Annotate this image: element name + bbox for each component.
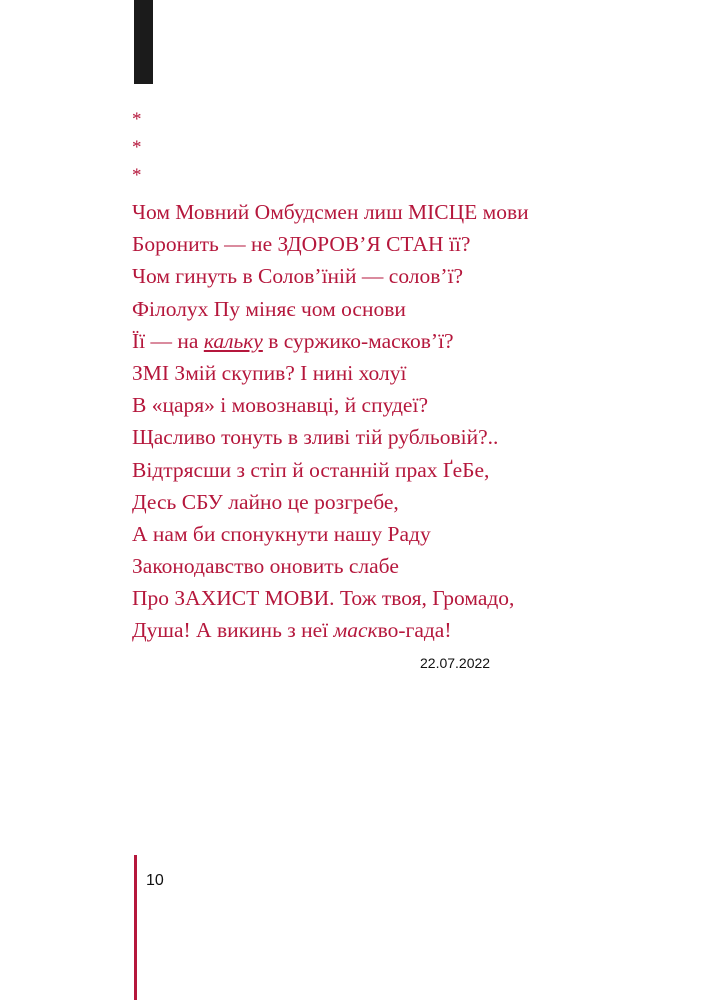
poem-line: А нам би спонукнути нашу Раду — [132, 521, 431, 546]
poem-line: Боронить — не ЗДОРОВ’Я СТАН її? — [132, 232, 471, 257]
poem-line: Відтрясши з стіп й останній прах ҐеБе, — [132, 457, 490, 482]
poem-line: В «царя» і мовознавці, й спудеї? — [132, 393, 428, 418]
poem-line: ЗМІ Змій скупив? І нині холуї — [132, 360, 407, 385]
poem-line: Законодавство оновить слабе — [132, 554, 399, 579]
page-number: 10 — [146, 872, 164, 889]
line-text: Її — на — [132, 328, 204, 353]
poem-line: Чом гинуть в Солов’їній — солов’ї? — [132, 264, 464, 289]
asterism — [132, 106, 142, 190]
poem-date: 22.07.2022 — [420, 655, 491, 671]
poem-line: Щасливо тонуть в зливі тій рубльовій?.. — [132, 425, 499, 450]
footer-rule — [134, 855, 137, 1000]
poem-line: Чом Мовний Омбудсмен лиш МІСЦЕ мови — [132, 200, 529, 224]
emphasized-word: кальку — [203, 328, 263, 353]
poem-line: Філолух Пу міняє чом основи — [132, 296, 406, 321]
poem-line — [132, 614, 692, 646]
poem-line: Десь СБУ лайно це розгребе, — [132, 489, 399, 514]
line-text: в суржико-масков’ї? — [262, 328, 454, 353]
poem-body — [132, 196, 692, 647]
asterisk: * — [132, 109, 142, 130]
line-text: Душа! А викинь з неї — [132, 618, 334, 643]
emphasized-word: маск — [333, 618, 378, 643]
top-decorative-bar — [134, 0, 153, 84]
asterisk: * — [132, 137, 142, 158]
asterisk: * — [132, 165, 142, 186]
poem-line: Про ЗАХИСТ МОВИ. Тож твоя, Громадо, — [132, 586, 515, 611]
poem-line — [132, 325, 692, 357]
line-text: во-гада! — [377, 618, 452, 643]
